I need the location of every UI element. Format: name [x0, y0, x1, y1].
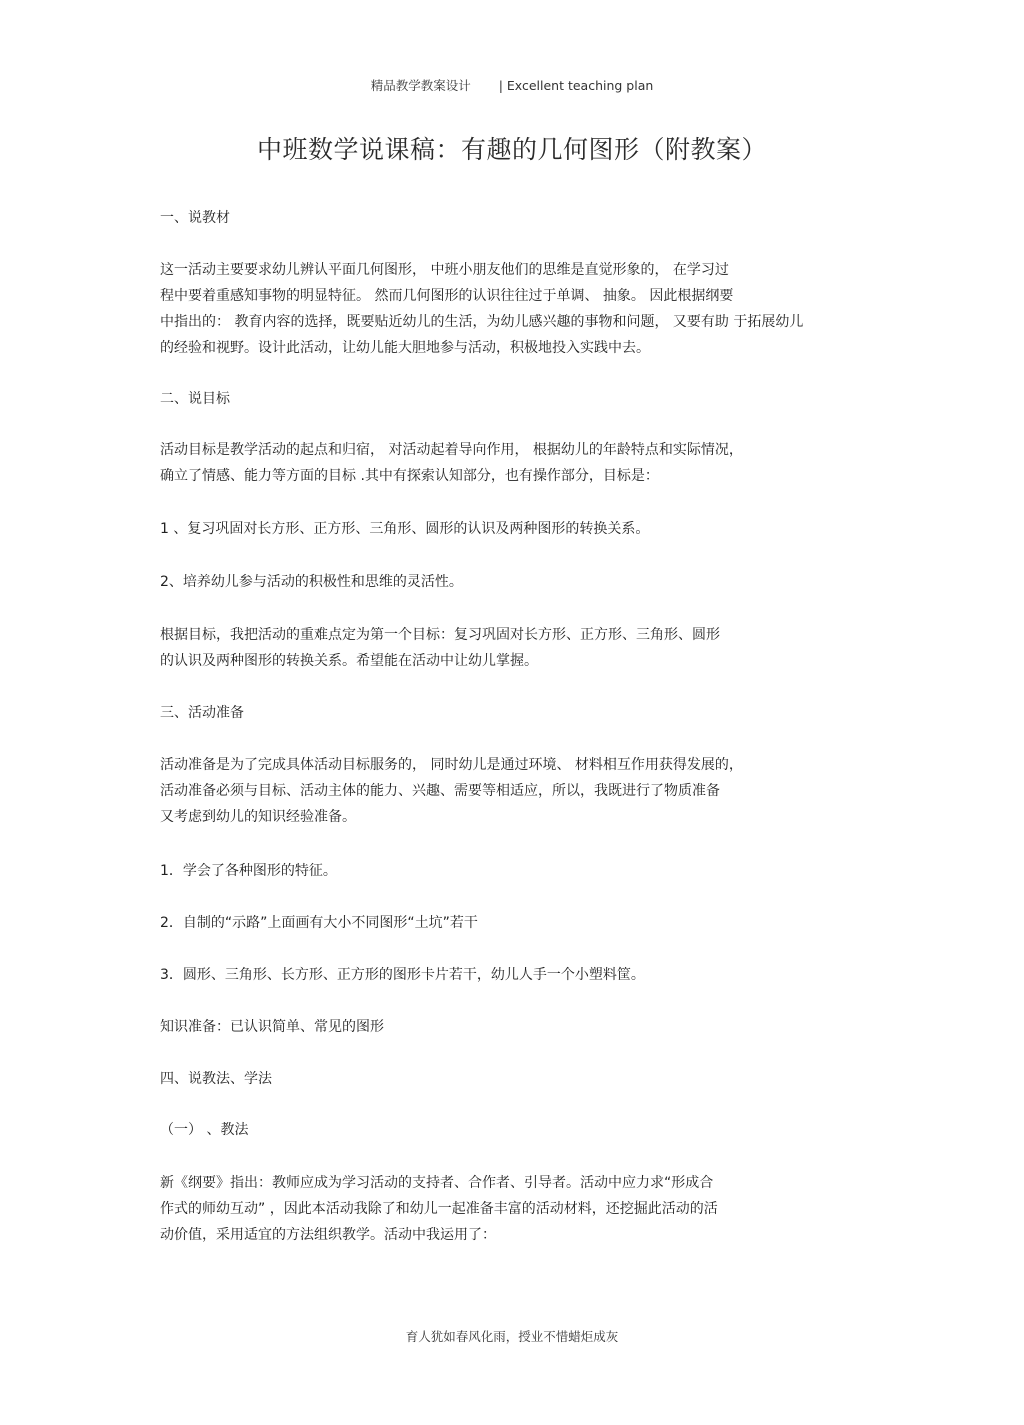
paragraph-line: 新《纲要》指出：教师应成为学习活动的支持者、合作者、引导者。活动中应力求“形成合	[160, 1175, 714, 1191]
subsection-heading: （一） 、教法	[160, 1122, 249, 1138]
paragraph-line: 的认识及两种图形的转换关系。希望能在活动中让幼儿掌握。	[160, 653, 538, 669]
paragraph-line: 知识准备：已认识简单、常见的图形	[160, 1019, 384, 1035]
section-heading: 一、说教材	[160, 210, 230, 226]
page-header	[0, 76, 1024, 94]
paragraph-line: 作式的师幼互动” ，因此本活动我除了和幼儿一起准备丰富的活动材料，还挖掘此活动的活	[160, 1201, 718, 1217]
list-item: 3．圆形、三角形、长方形、正方形的图形卡片若干，幼儿人手一个小塑料筐。	[160, 967, 645, 983]
document-title: 中班数学说课稿：有趣的几何图形（附教案）	[256, 135, 767, 164]
paragraph-line: 确立了情感、能力等方面的目标 .其中有探索认知部分，也有操作部分，目标是：	[160, 468, 659, 484]
paragraph-line: 程中要着重感知事物的明显特征。 然而几何图形的认识往往过于单调、 抽象。 因此根据纲要	[160, 288, 734, 304]
section-heading: 二、说目标	[160, 391, 230, 407]
header-left: 精品教学教案设计	[370, 78, 471, 93]
list-item: 1．学会了各种图形的特征。	[160, 863, 337, 879]
paragraph-line: 活动准备必须与目标、活动主体的能力、兴趣、需要等相适应，所以，我既进行了物质准备	[160, 783, 720, 799]
paragraph-line: 中指出的： 教育内容的选择，既要贴近幼儿的生活，为幼儿感兴趣的事物和问题， 又要有助 于拓展幼儿	[160, 314, 804, 330]
list-item: 2．自制的“示路”上面画有大小不同图形“土坑”若干	[160, 915, 478, 931]
paragraph-line: 根据目标，我把活动的重难点定为第一个目标：复习巩固对长方形、正方形、三角形、圆形	[160, 627, 720, 643]
paragraph-line: 这一活动主要要求幼儿辨认平面几何图形， 中班小朋友他们的思维是直觉形象的， 在学习过	[160, 262, 729, 278]
paragraph-line: 动价值，采用适宜的方法组织教学。活动中我运用了：	[160, 1227, 496, 1243]
paragraph-line: 活动准备是为了完成具体活动目标服务的， 同时幼儿是通过环境、 材料相互作用获得发展的，	[160, 757, 743, 773]
section-heading: 四、说教法、学法	[160, 1071, 272, 1087]
header-right: | Excellent teaching plan	[498, 78, 654, 93]
list-item: 1 、复习巩固对长方形、正方形、三角形、圆形的认识及两种图形的转换关系。	[160, 521, 650, 537]
page-footer: 育人犹如春风化雨，授业不惜蜡炬成灰	[405, 1329, 619, 1344]
paragraph-line: 又考虑到幼儿的知识经验准备。	[160, 809, 356, 825]
paragraph-line: 的经验和视野。设计此活动，让幼儿能大胆地参与活动，积极地投入实践中去。	[160, 340, 650, 356]
list-item: 2、培养幼儿参与活动的积极性和思维的灵活性。	[160, 574, 463, 590]
section-heading: 三、活动准备	[160, 705, 244, 721]
paragraph-line: 活动目标是教学活动的起点和归宿， 对活动起着导向作用， 根据幼儿的年龄特点和实际情况，	[160, 442, 743, 458]
